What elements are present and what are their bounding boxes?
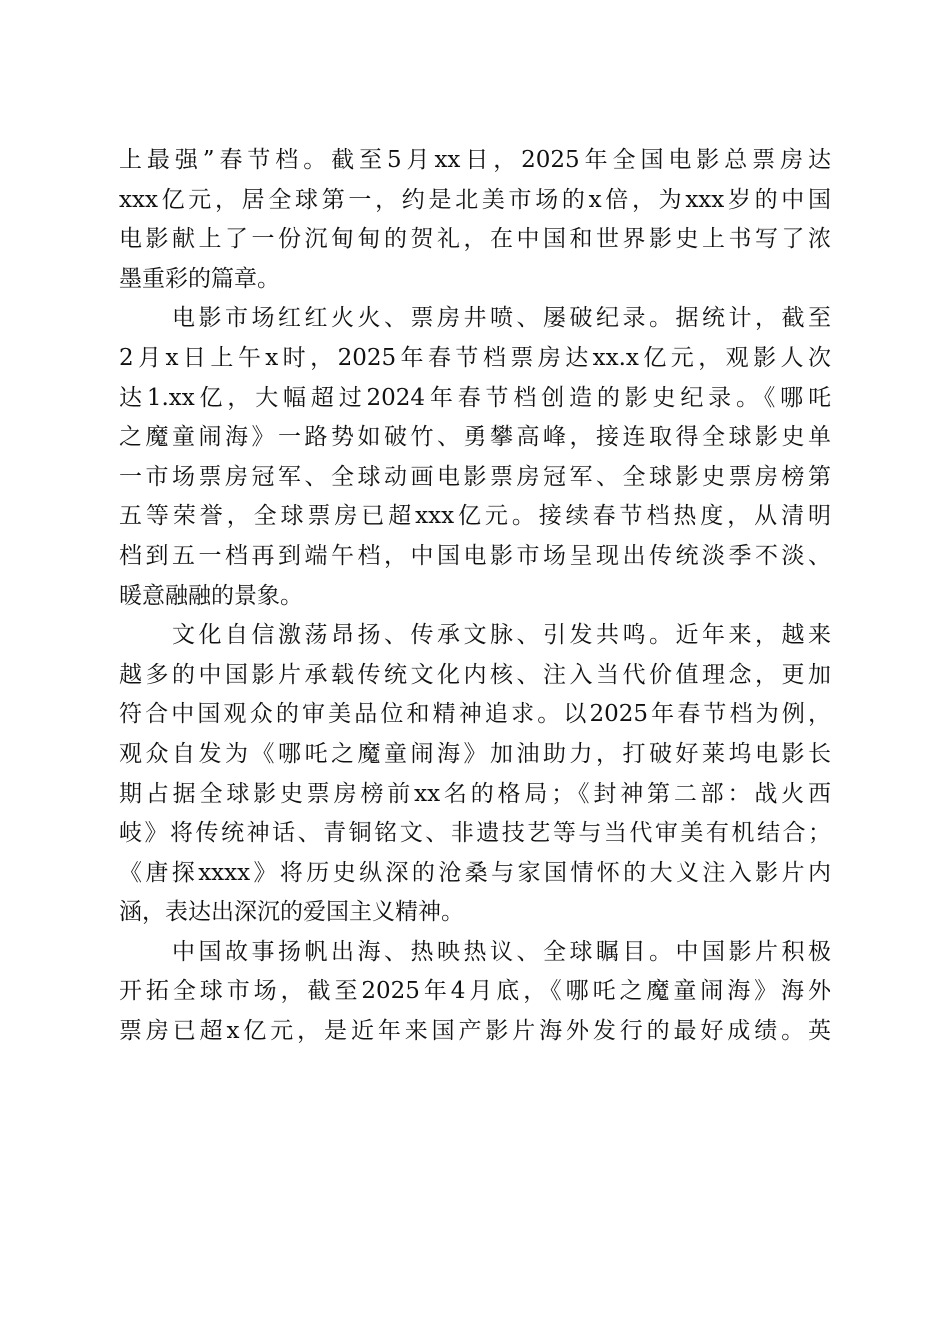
text-line: 《唐探xxxx》将历史纵深的沧桑与家国情怀的大义注入影片内 xyxy=(119,859,831,886)
text-line: 文化自信激荡昂扬、传承文脉、引发共鸣。近年来，越来 xyxy=(119,622,831,649)
text-line: 一市场票房冠军、全球动画电影票房冠军、全球影史票房榜第 xyxy=(119,463,831,490)
text-line: 电影市场红红火火、票房井喷、屡破纪录。据统计，截至 xyxy=(119,305,831,332)
text-line: 票房已超x亿元，是近年来国产影片海外发行的最好成绩。英 xyxy=(119,1018,831,1045)
text-line: 达1.xx亿，大幅超过2024年春节档创造的影史纪录。《哪吒 xyxy=(119,384,831,411)
text-line: 观众自发为《哪吒之魔童闹海》加油助力，打破好莱坞电影长 xyxy=(119,740,831,767)
text-line: 五等荣誉，全球票房已超xxx亿元。接续春节档热度，从清明 xyxy=(119,503,831,530)
paragraph-1 xyxy=(119,141,831,299)
text-line: 墨重彩的篇章。 xyxy=(119,265,280,292)
text-line: 岐》将传统神话、青铜铭文、非遗技艺等与当代审美有机结合； xyxy=(119,820,831,847)
text-line: 期占据全球影史票房榜前xx名的格局；《封神第二部：战火西 xyxy=(119,780,831,807)
text-line: 中国故事扬帆出海、热映热议、全球瞩目。中国影片积极 xyxy=(119,938,831,965)
text-line: 之魔童闹海》一路势如破竹、勇攀高峰，接连取得全球影史单 xyxy=(119,424,831,451)
document-body xyxy=(119,141,831,1052)
text-line: 2月x日上午x时，2025年春节档票房达xx.x亿元，观影人次 xyxy=(119,344,831,371)
paragraph-3 xyxy=(119,616,831,933)
text-line: 上最强”春节档。截至5月xx日，2025年全国电影总票房达 xyxy=(119,147,831,173)
text-line: 越多的中国影片承载传统文化内核、注入当代价值理念，更加 xyxy=(119,661,831,688)
text-line: 涵，表达出深沉的爱国主义精神。 xyxy=(119,899,464,926)
text-line: 暖意融融的景象。 xyxy=(119,582,303,609)
text-line: 电影献上了一份沉甸甸的贺礼，在中国和世界影史上书写了浓 xyxy=(119,226,831,253)
text-line: 档到五一档再到端午档，中国电影市场呈现出传统淡季不淡、 xyxy=(119,542,831,569)
paragraph-4 xyxy=(119,933,831,1052)
paragraph-2 xyxy=(119,299,831,616)
text-line: 符合中国观众的审美品位和精神追求。以2025年春节档为例， xyxy=(119,701,831,728)
text-line: 开拓全球市场，截至2025年4月底，《哪吒之魔童闹海》海外 xyxy=(119,978,831,1005)
text-line: xxx亿元，居全球第一，约是北美市场的x倍，为xxx岁的中国 xyxy=(119,186,831,213)
